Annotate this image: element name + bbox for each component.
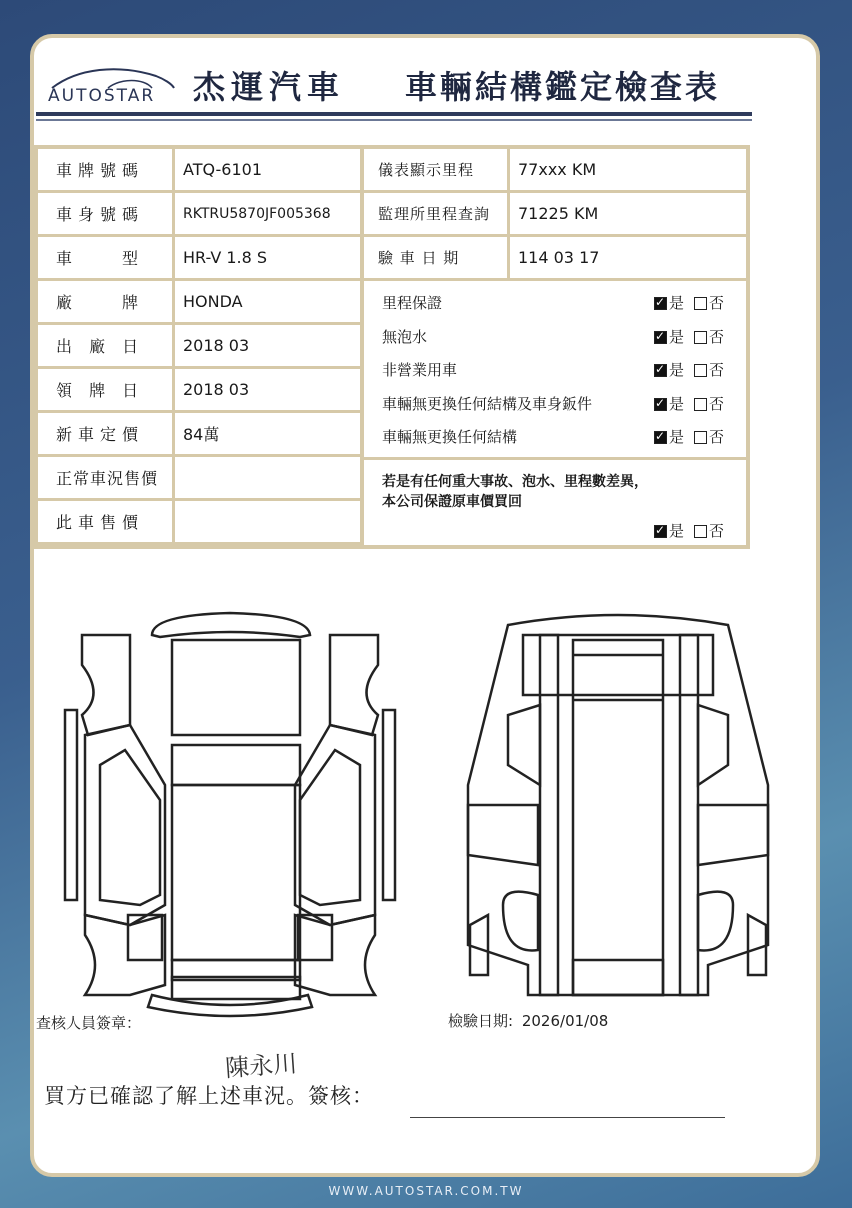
no-checkbox[interactable] <box>694 431 707 444</box>
check-item <box>364 289 725 319</box>
no-checkbox[interactable] <box>694 398 707 411</box>
autostar-logo <box>48 62 178 112</box>
field-value: RKTRU5870JF005368 <box>175 193 360 237</box>
field-value: HR-V 1.8 S <box>175 237 360 281</box>
field-value: 2018 03 <box>175 325 360 369</box>
inspector-signature: 陳永川 <box>224 1049 299 1083</box>
check-item-label: 里程保證 <box>382 294 443 312</box>
field-label: 領 牌 日 <box>38 369 175 413</box>
no-label: 否 <box>709 522 725 540</box>
no-label: 否 <box>709 361 725 379</box>
field-label: 新車定價 <box>38 413 175 457</box>
yes-label: 是 <box>669 394 685 413</box>
field-label: 儀表顯示里程 <box>364 149 510 193</box>
no-checkbox[interactable] <box>694 297 707 310</box>
field-value: 84萬 <box>175 413 360 457</box>
field-label: 車牌號碼 <box>38 149 175 193</box>
yes-no-checkboxes <box>654 393 724 414</box>
check-item <box>364 390 725 420</box>
yes-no-checkboxes <box>654 520 724 541</box>
guarantee-line-2: 本公司保證原車價買回 <box>382 494 522 510</box>
yes-checkbox[interactable] <box>654 364 667 377</box>
no-label: 否 <box>709 294 725 312</box>
car-front-view-diagram <box>448 605 788 1000</box>
check-item <box>364 323 725 353</box>
website-url[interactable]: WWW.AUTOSTAR.COM.TW <box>328 1184 524 1198</box>
inspection-date <box>448 1010 608 1031</box>
yes-checkbox[interactable] <box>654 398 667 411</box>
yes-checkbox[interactable] <box>654 297 667 310</box>
field-label: 車 型 <box>38 237 175 281</box>
check-item <box>364 356 725 386</box>
buyback-guarantee <box>364 467 725 547</box>
field-label: 車身號碼 <box>38 193 175 237</box>
check-item-label: 無泡水 <box>382 327 428 346</box>
no-checkbox[interactable] <box>694 525 707 538</box>
field-value: 71225 KM <box>510 193 746 237</box>
yes-no-checkboxes <box>654 359 724 380</box>
check-item-label: 非營業用車 <box>382 361 458 379</box>
field-value <box>175 457 360 501</box>
header-rule-thin <box>36 119 752 121</box>
field-value: ATQ-6101 <box>175 149 360 193</box>
brand-name: 杰運汽車 <box>193 68 346 106</box>
field-label: 監理所里程查詢 <box>364 193 510 237</box>
logo-text: AUTOSTAR <box>48 86 156 106</box>
no-label: 否 <box>709 394 725 413</box>
page-title: 車輛結構鑑定檢查表 <box>405 68 721 106</box>
no-checkbox[interactable] <box>694 331 707 344</box>
field-value: 77xxx KM <box>510 149 746 193</box>
buyer-confirmation: 買方已確認了解上述車況。簽核： <box>44 1084 374 1108</box>
buyer-signature-line[interactable] <box>410 1117 725 1118</box>
no-checkbox[interactable] <box>694 364 707 377</box>
header-rule <box>36 112 752 116</box>
field-value: 114 03 17 <box>510 237 746 281</box>
field-value: HONDA <box>175 281 360 325</box>
car-top-view-diagram <box>50 605 410 1020</box>
guarantee-line-1: 若是有任何重大事故、泡水、里程數差異， <box>382 474 648 490</box>
field-label: 此車售價 <box>38 501 175 545</box>
check-item-label: 車輛無更換任何結構 <box>382 428 518 446</box>
yes-checkbox[interactable] <box>654 431 667 444</box>
check-item <box>364 423 725 453</box>
field-value <box>175 501 360 545</box>
no-label: 否 <box>709 428 725 446</box>
yes-label: 是 <box>669 522 685 540</box>
section-divider <box>364 457 746 460</box>
date-value: 2026/01/08 <box>521 1012 609 1030</box>
yes-no-checkboxes <box>654 292 724 313</box>
yes-no-checkboxes <box>654 326 724 347</box>
yes-no-checkboxes <box>654 426 724 447</box>
date-label: 檢驗日期: <box>448 1012 514 1030</box>
yes-checkbox[interactable] <box>654 331 667 344</box>
field-value: 2018 03 <box>175 369 360 413</box>
field-label: 驗 車 日 期 <box>364 237 510 281</box>
yes-label: 是 <box>669 361 685 379</box>
field-label: 正常車況售價 <box>38 457 175 501</box>
yes-label: 是 <box>669 294 685 312</box>
info-table <box>34 145 750 549</box>
check-item-label: 車輛無更換任何結構及車身鈑件 <box>382 394 593 413</box>
field-label: 出 廠 日 <box>38 325 175 369</box>
inspector-label: 查核人員簽章： <box>36 1014 142 1032</box>
no-label: 否 <box>709 327 725 346</box>
yes-label: 是 <box>669 327 685 346</box>
field-label: 廠 牌 <box>38 281 175 325</box>
yes-label: 是 <box>669 428 685 446</box>
yes-checkbox[interactable] <box>654 525 667 538</box>
